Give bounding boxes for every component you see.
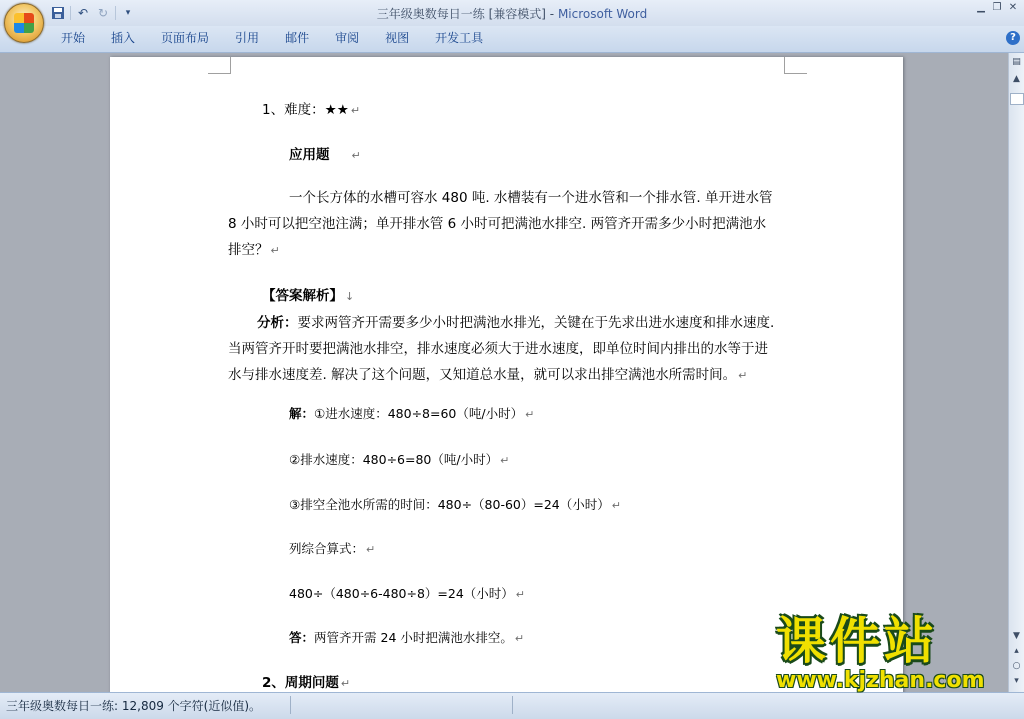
minimize-icon[interactable]: ▁ (977, 2, 985, 13)
tab-developer[interactable]: 开发工具 (435, 31, 484, 45)
tab-page-layout[interactable]: 页面布局 (161, 31, 210, 45)
vertical-scrollbar[interactable] (1008, 53, 1024, 692)
status-word-count[interactable]: 三年级奥数每日一练: 12,809 个字符(近似值)。 (6, 699, 262, 713)
combined-formula-label: 列综合算式： ↵ (289, 541, 376, 556)
answer-heading: 【答案解析】 ↓ (262, 288, 355, 304)
tab-mailings[interactable]: 邮件 (285, 31, 310, 45)
tab-review[interactable]: 审阅 (335, 31, 360, 45)
tab-insert[interactable]: 插入 (111, 31, 136, 45)
ribbon-tab-bar (0, 26, 1024, 53)
window-controls (974, 2, 1020, 14)
office-button[interactable] (4, 3, 44, 43)
solution-step-3: ③排空全池水所需的时间：480÷（80-60）=24（小时） ↵ (289, 497, 621, 512)
document-title: 三年级奥数每日一练 [兼容模式] (376, 7, 546, 21)
title-bar (0, 0, 1024, 26)
undo-icon[interactable]: ↶ (77, 6, 89, 20)
scroll-down-icon[interactable]: ▼ (1013, 631, 1020, 641)
analysis-label: 分析： (257, 315, 298, 331)
question-2-heading: 2、周期问题 ↵ (262, 675, 351, 691)
scroll-thumb[interactable] (1010, 93, 1024, 105)
solution-label: 解： (289, 406, 315, 421)
scroll-up-icon[interactable]: ▲ (1013, 74, 1020, 84)
final-answer: 答：两管齐开需 24 小时把满池水排空。 ↵ (289, 630, 525, 645)
analysis-paragraph: 分析：要求两管齐开需要多少小时把满池水排光，关键在于先求出进水速度和排水速度. 当两管齐开时要把满池水排空，排水速度必须大于进水速度，即单位时间内排出的水等于进 水与排水速度差. 解决了这个问题，又知道总水量，就可以求出排空满池水所需时间。 ↵ (228, 315, 775, 383)
crop-mark-top-left (208, 57, 231, 74)
solution-step-2: ②排水速度：480÷6=80（吨/小时） ↵ (289, 452, 510, 467)
tab-references[interactable]: 引用 (235, 31, 260, 45)
watermark-logo (772, 612, 1012, 692)
tab-home[interactable]: 开始 (61, 31, 86, 45)
previous-page-icon[interactable]: ▴ (1014, 646, 1019, 656)
app-name: Microsoft Word (557, 7, 648, 21)
difficulty-stars: ★★ (324, 102, 349, 118)
crop-mark-top-right (784, 57, 807, 74)
window-title: 三年级奥数每日一练 [兼容模式] - Microsoft Word (376, 7, 648, 21)
question-type: 应用题 ↵ (289, 147, 361, 163)
select-browse-object-icon[interactable]: ○ (1012, 661, 1021, 671)
question-1-body: 一个长方体的水槽可容水 480 吨. 水槽装有一个进水管和一个排水管. 单开进水管 8 小时可以把空池注满；单开排水管 6 小时可把满池水排空. 两管齐开需多少小时把满池水 排空？ ↵ (228, 190, 773, 258)
watermark-url: www.kjzhan.com (776, 668, 985, 693)
answer-label: 答： (289, 630, 315, 645)
customize-qat-icon[interactable]: ▾ (125, 8, 131, 18)
tab-view[interactable]: 视图 (385, 31, 410, 45)
office-logo-icon (14, 13, 34, 33)
ruler-toggle-icon[interactable]: ▤ (1012, 57, 1021, 67)
combined-formula: 480÷（480÷6-480÷8）=24（小时） ↵ (289, 586, 526, 601)
status-bar (0, 692, 1024, 719)
restore-icon[interactable]: ❐ (992, 2, 1002, 13)
help-icon[interactable]: ? (1006, 31, 1020, 45)
next-page-icon[interactable]: ▾ (1014, 676, 1019, 686)
close-icon[interactable]: ✕ (1008, 2, 1018, 13)
question-1-heading: 1、难度：★★ ↵ (262, 102, 361, 118)
redo-icon[interactable]: ↻ (97, 6, 109, 20)
watermark-title: 课件站 (776, 612, 938, 670)
solution-step-1: 解：①进水速度：480÷8=60（吨/小时） ↵ (289, 406, 535, 421)
document-area (0, 53, 1008, 692)
document-page[interactable] (110, 57, 903, 692)
